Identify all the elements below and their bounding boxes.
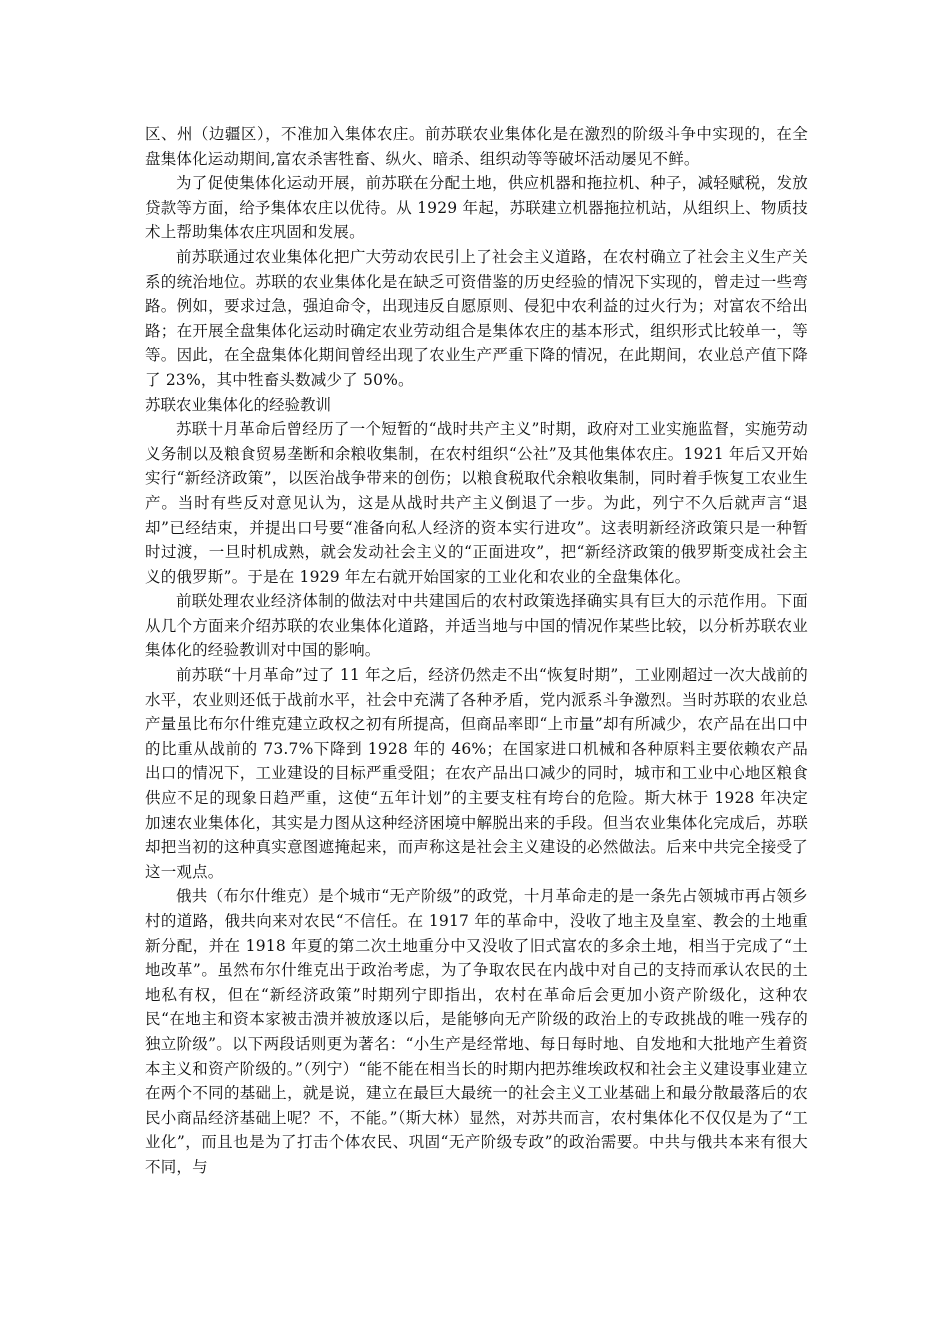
paragraph-war-communism: 苏联十月革命后曾经历了一个短暂的“战时共产主义”时期，政府对工业实施监督，实施劳动义务制以及粮食贸易垄断和余粮收集制，在农村组织“公社”及其他集体农庄。1921 年后又开始实行“新经济政策”，以医治战争带来的创伤；以粮食税取代余粮收集制，同时着手恢复工农业生产。当时有些反对意见认为，这是从战时共产主义倒退了一步。为此，列宁不久后就声言“退却”已经结束，并提出口号要“准备向私人经济的资本实行进攻”。这表明新经济政策只是一种暂时过渡，一旦时机成熟，就会发动社会主义的“正面进攻”，把“新经济政策的俄罗斯变成社会主义的俄罗斯”。于是在 1929 年左右就开始国家的工业化和农业的全盘集体化。 bbox=[145, 420, 808, 586]
paragraph-demonstration-effect: 前联处理农业经济体制的做法对中共建国后的农村政策选择确实具有巨大的示范作用。下面从几个方面来介绍苏联的农业集体化道路，并适当地与中国的情况作某些比较，以分析苏联农业集体化的经验教训对中国的影响。 bbox=[145, 592, 808, 660]
document-page bbox=[145, 122, 808, 1180]
paragraph-continuation: 区、州（边疆区），不准加入集体农庄。前苏联农业集体化是在激烈的阶级斗争中实现的，在全盘集体化运动期间,富农杀害牲畜、纵火、暗杀、组织动等等破坏活动屡见不鲜。 bbox=[145, 125, 808, 168]
paragraph-collectivization-outcomes: 前苏联通过农业集体化把广大劳动农民引上了社会主义道路，在农村确立了社会主义生产关系的统治地位。苏联的农业集体化是在缺乏可资借鉴的历史经验的情况下实现的，曾走过一些弯路。例如，要求过急，强迫命令，出现违反自愿原则、侵犯中农利益的过火行为；对富农不给出路；在开展全盘集体化运动时确定农业劳动组合是集体农庄的基本形式，组织形式比较单一，等等。因此，在全盘集体化期间曾经出现了农业生产严重下降的情况，在此期间，农业总产值下降了 23%，其中牲畜头数减少了 50%。 bbox=[145, 247, 808, 389]
section-heading: 苏联农业集体化的经验教训 bbox=[145, 395, 332, 414]
paragraph-collective-farm-privileges: 为了促使集体化运动开展，前苏联在分配土地，供应机器和拖拉机、种子，减轻赋税，发放贷款等方面，给予集体农庄以优待。从 1929 年起，苏联建立机器拖拉机站，从组织上、物质技术上帮助集体农庄巩固和发展。 bbox=[145, 174, 808, 242]
paragraph-bolshevik-peasants: 俄共（布尔什维克）是个城市“无产阶级”的政党，十月革命走的是一条先占领城市再占领乡村的道路，俄共向来对农民“不信任。在 1917 年的革命中，没收了地主及皇室、教会的土地重新分配，并在 1918 年夏的第二次土地重分中又没收了旧式富农的多余土地，相当于完成了“土地改革”。虽然布尔什维克出于政治考虑，为了争取农民在内战中对自己的支持而承认农民的土地私有权，但在“新经济政策”时期列宁即指出，农村在革命后会更加小资产阶级化，这种农民“在地主和资本家被击溃并被放逐以后，是能够向无产阶级的政治上的专政挑战的唯一残存的独立阶级”。以下两段话则更为著名：“小生产是经常地、每日每时地、自发地和大批地产生着资本主义和资产阶级的。”（列宁）“能不能在相当长的时期内把苏维埃政权和社会主义建设事业建立在两个不同的基础上，就是说，建立在最巨大最统一的社会主义工业基础上和最分散最落后的农民小商品经济基础上呢？不，不能。”（斯大林）显然，对苏共而言，农村集体化不仅仅是为了“工业化”，而且也是为了打击个体农民、巩固“无产阶级专政”的政治需要。中共与俄共本来有很大不同，与 bbox=[145, 887, 808, 1176]
paragraph-economic-crisis: 前苏联“十月革命”过了 11 年之后，经济仍然走不出“恢复时期”，工业刚超过一次大战前的水平，农业则还低于战前水平，社会中充满了各种矛盾，党内派系斗争激烈。当时苏联的农业总产量虽比布尔什维克建立政权之初有所提高，但商品率即“上市量”却有所减少，农产品在出口中的比重从战前的 73.7%下降到 1928 年的 46%；在国家进口机械和各种原料主要依赖农产品出口的情况下，工业建设的目标严重受阻；在农产品出口减少的同时，城市和工业中心地区粮食供应不足的现象日趋严重，这使“五年计划”的主要支柱有垮台的危险。斯大林于 1928 年决定加速农业集体化，其实是力图从这种经济困境中解脱出来的手段。但当农业集体化完成后，苏联却把当初的这种真实意图遮掩起来，而声称这是社会主义建设的必然做法。后来中共完全接受了这一观点。 bbox=[145, 666, 808, 881]
